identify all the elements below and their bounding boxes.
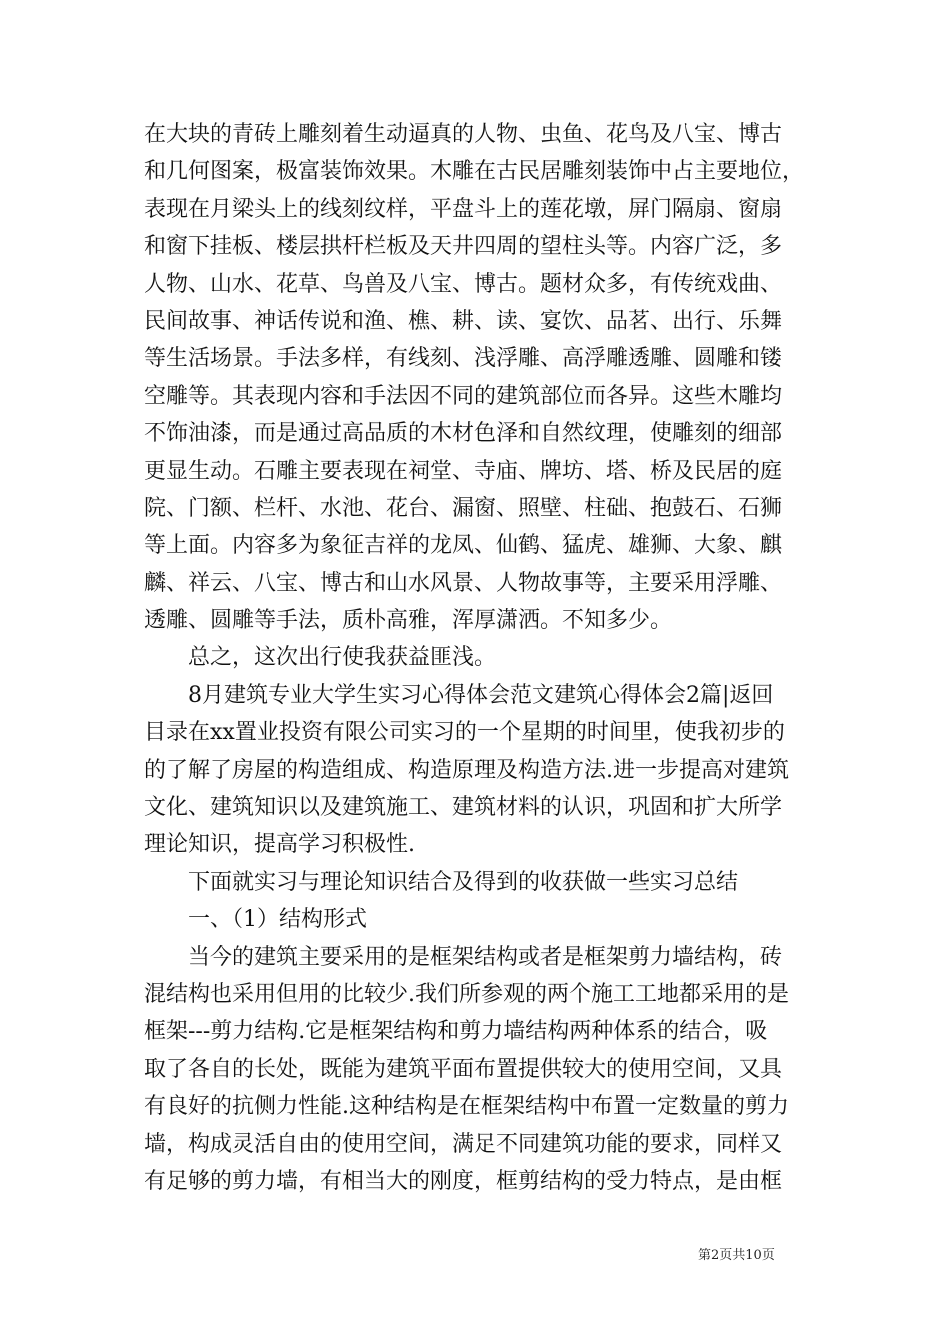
document-body: [144, 116, 824, 1200]
text-line: 等生活场景。手法多样，有线刻、浅浮雕、高浮雕透雕、圆雕和镂: [144, 346, 783, 372]
text-line: 空雕等。其表现内容和手法因不同的建筑部位而各异。这些木雕均: [144, 383, 783, 409]
text-line: 墙，构成灵活自由的使用空间，满足不同建筑功能的要求，同样又: [144, 1131, 783, 1157]
text-line: 和几何图案，极富装饰效果。木雕在古民居雕刻装饰中占主要地位，: [144, 159, 805, 185]
text-line: 混结构也采用但用的比较少.我们所参观的两个施工工地都采用的是: [144, 981, 789, 1007]
paragraph-start-line: 当今的建筑主要采用的是框架结构或者是框架剪力墙结构，砖: [188, 944, 783, 970]
text-line: 民间故事、神话传说和渔、樵、耕、读、宴饮、品茗、出行、乐舞: [144, 308, 783, 334]
text-line: 和窗下挂板、楼层拱杆栏板及天井四周的望柱头等。内容广泛，多: [144, 234, 783, 260]
text-line: 理论知识，提高学习积极性.: [144, 832, 415, 858]
text-line: 有足够的剪力墙，有相当大的刚度，框剪结构的受力特点，是由框: [144, 1168, 783, 1194]
text-line: 院、门额、栏杆、水池、花台、漏窗、照壁、柱础、抱鼓石、石狮: [144, 495, 783, 521]
paragraph-start-line: 下面就实习与理论知识结合及得到的收获做一些实习总结: [188, 869, 739, 895]
text-line: 透雕、圆雕等手法，质朴高雅，浑厚潇洒。不知多少。: [144, 608, 673, 634]
text-line: 麟、祥云、八宝、博古和山水风景、人物故事等，主要采用浮雕、: [144, 570, 783, 596]
text-line: 更显生动。石雕主要表现在祠堂、寺庙、牌坊、塔、桥及民居的庭: [144, 458, 783, 484]
text-line: 不饰油漆，而是通过高品质的木材色泽和自然纹理，使雕刻的细部: [144, 421, 783, 447]
page-number-footer: 第2页共10页: [698, 1248, 775, 1263]
text-line: 框架---剪力结构.它是框架结构和剪力墙结构两种体系的结合，吸: [144, 1019, 768, 1045]
text-line: 等上面。内容多为象征吉祥的龙凤、仙鹤、猛虎、雄狮、大象、麒: [144, 533, 783, 559]
text-line: 目录在xx置业投资有限公司实习的一个星期的时间里，使我初步的: [144, 720, 785, 746]
text-line: 人物、山水、花草、鸟兽及八宝、博古。题材众多，有传统戏曲、: [144, 271, 783, 297]
section-heading: 一、（1）结构形式: [188, 907, 367, 933]
paragraph-start-line: 8月建筑专业大学生实习心得体会范文建筑心得体会2篇|返回: [188, 682, 774, 708]
text-line: 取了各自的长处，既能为建筑平面布置提供较大的使用空间，又具: [144, 1056, 783, 1082]
text-line: 有良好的抗侧力性能.这种结构是在框架结构中布置一定数量的剪力: [144, 1094, 789, 1120]
text-line: 在大块的青砖上雕刻着生动逼真的人物、虫鱼、花鸟及八宝、博古: [144, 122, 783, 147]
text-line: 表现在月梁头上的线刻纹样，平盘斗上的莲花墩，屏门隔扇、窗扇: [144, 196, 783, 222]
text-line: 文化、建筑知识以及建筑施工、建筑材料的认识，巩固和扩大所学: [144, 795, 783, 821]
text-line: 的了解了房屋的构造组成、构造原理及构造方法.进一步提高对建筑: [144, 757, 789, 783]
paragraph-start-line: 总之，这次出行使我获益匪浅。: [188, 645, 497, 671]
